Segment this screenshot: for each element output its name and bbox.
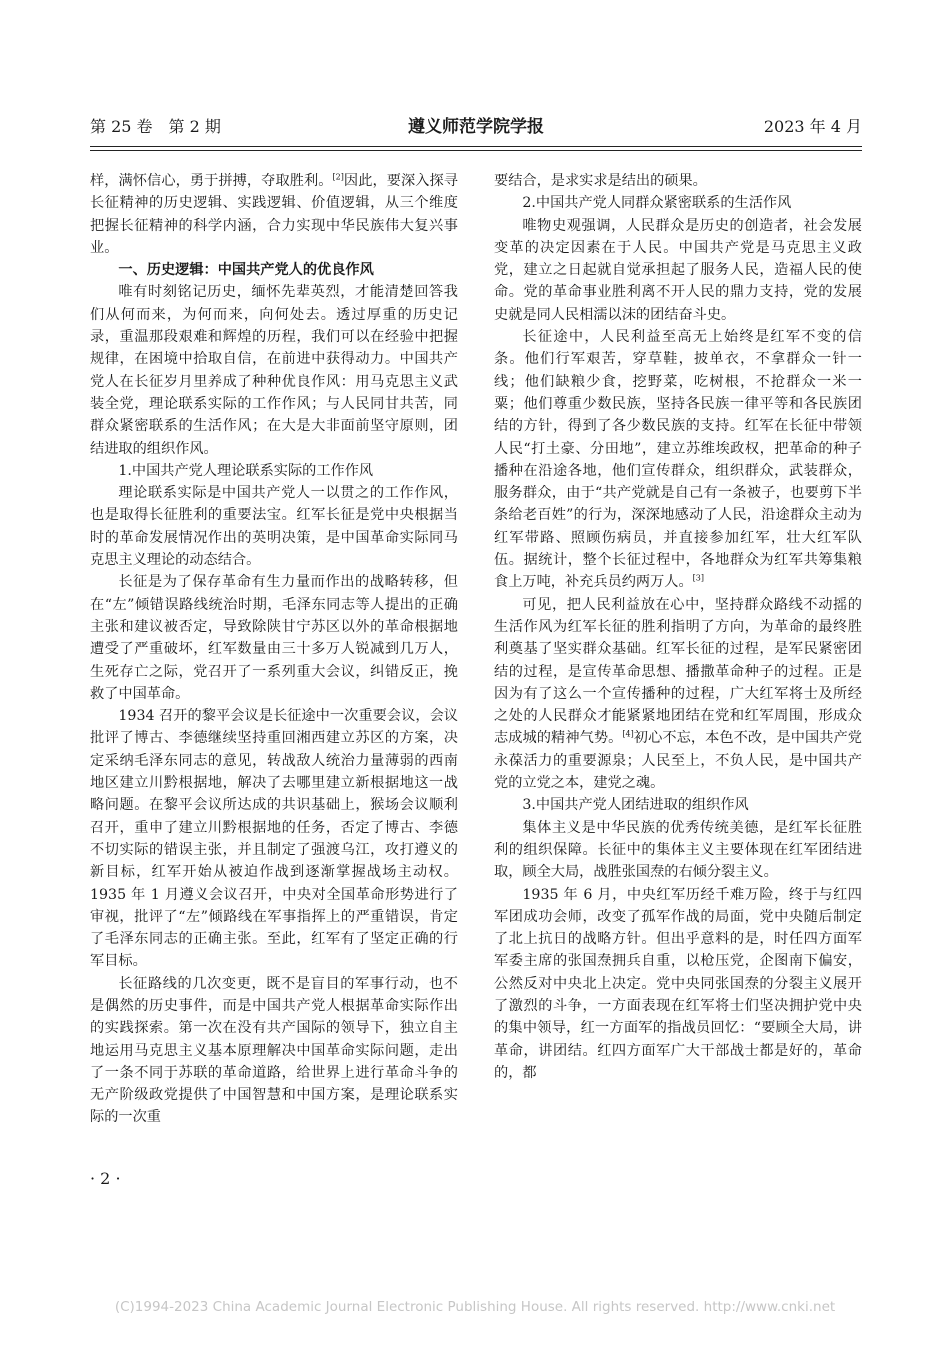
paragraph-text: 一、历史逻辑：中国共产党人的优良作风 [118,262,374,279]
paragraph [494,326,862,594]
paragraph-text: 要结合，是求实求是结出的硕果。 [494,173,707,189]
section-heading [494,192,862,214]
paragraph-text: 3.中国共产党人团结进取的组织作风 [522,797,749,814]
header-rule-bottom [90,150,862,151]
header-rule-top [90,146,862,147]
paragraph-text: 1.中国共产党人理论联系实际的工作作风 [118,462,374,479]
paragraph-text: 理论联系实际是中国共产党人一以贯之的工作作风，也是取得长征胜利的重要法宝。红军长征是党中央根据当时的革命发展情况作出的英明决策，是中国革命实际同马克思主义理论的动态结合。 [90,485,458,569]
citation-ref: [4] [622,729,634,739]
paragraph [90,170,458,259]
paragraph-text: 集体主义是中华民族的优秀传统美德，是红军长征胜利的组织保障。长征中的集体主义主要体现在红军团结进取，顾全大局，战胜张国焘的右倾分裂主义。 [494,819,862,881]
paragraph [494,884,862,1085]
paragraph [90,281,458,459]
paragraph [494,817,862,884]
paragraph [90,973,458,1129]
section-heading [90,259,458,281]
left-column [90,170,458,1129]
paragraph-text-continued: 初心不忘，本色不改，是中国共产党永葆活力的重要源泉；人民至上，不负人民，是中国共产党的立党之本，建党之魂。 [494,730,862,792]
paragraph [494,170,862,192]
header-journal-title: 遵义师范学院学报 [408,117,544,137]
paragraph-text-continued: 因此，要深入探寻长征精神的历史逻辑、实践逻辑、价值逻辑，从三个维度把握长征精神的科学内涵，合力实现中华民族伟大复兴事业。 [90,173,458,256]
copyright-footer: (C)1994-2023 China Academic Journal Electronic Publishing House. All rights reserved. http://www.cnki.net [114,1299,836,1315]
paragraph [90,482,458,571]
paragraph-text: 长征是为了保存革命有生力量而作出的战略转移，但在“左”倾错误路线统治时期，毛泽东同志等人提出的正确主张和建议被否定，导致除陕甘宁苏区以外的革命根据地遭受了严重破坏，红军数量由三十多万人锐减到几万人，生死存亡之际，党召开了一系列重大会议，纠错反正，挽救了中国革命。 [90,574,458,702]
paragraph-text: 1935 年 6 月，中央红军历经千难万险，终于与红四军团成功会师，改变了孤军作战的局面，党中央随后制定了北上抗日的战略方针。但出乎意料的是，时任四方面军军委主席的张国焘拥兵自重，以枪压党，企图南下偏安，公然反对中央北上决定。党中央同张国焘的分裂主义展开了激烈的斗争，一方面表现在红军将士们坚决拥护党中央的集中领导，红一方面军的指战员回忆：“要顾全大局，讲革命，讲团结。红四方面军广大干部战士都是好的，革命的，都 [494,886,862,1081]
header-date: 2023 年 4 月 [763,117,862,136]
paragraph-text: 唯物史观强调，人民群众是历史的创造者，社会发展变革的决定因素在于人民。中国共产党是马克思主义政党，建立之日起就自觉承担起了服务人民，造福人民的使命。党的革命事业胜利离不开人民的鼎力支持，党的发展史就是同人民相濡以沫的团结奋斗史。 [494,217,862,323]
right-column [494,170,862,1084]
page-number: · 2 · [90,1169,121,1188]
paragraph [90,571,458,705]
running-header [90,112,862,142]
section-heading [90,460,458,482]
paragraph [494,215,862,326]
paragraph-text: 1934 召开的黎平会议是长征途中一次重要会议，会议批评了博古、李德继续坚持重回湘西建立苏区的方案，决定采纳毛泽东同志的意见，转战敌人统治力量薄弱的西南地区建立川黔根据地，解决了去哪里建立新根据地这一战略问题。在黎平会议所达成的共识基础上，猴场会议顺利召开，重申了建立川黔根据地的任务，否定了博古、李德不切实际的错误主张，并且制定了强渡乌江，攻打遵义的新目标，红军开始从被迫作战到逐渐掌握战场主动权。1935 年 1 月遵义会议召开，中央对全国革命形势进行了审视，批评了“左”倾路线在军事指挥上的严重错误，肯定了毛泽东同志的正确主张。至此，红军有了坚定正确的行军目标。 [90,708,458,970]
citation-ref: [2] [332,172,344,182]
citation-ref: [3] [692,573,704,583]
paragraph [90,705,458,973]
paragraph-text: 可见，把人民利益放在心中，坚持群众路线不动摇的生活作风为红军长征的胜利指明了方向，为革命的最终胜利奠基了坚实群众基础。红军长征的过程，是军民紧密团结的过程，是宣传革命思想、播撒革命种子的过程。正是因为有了这么一个宣传播种的过程，广大红军将士及所经之处的人民群众才能紧紧地团结在党和红军周围，形成众志成城的精神气势。 [494,596,862,747]
paragraph-text: 长征途中，人民利益至高无上始终是红军不变的信条。他们行军艰苦，穿草鞋，披单衣，不拿群众一针一线；他们缺粮少食，挖野菜，吃树根，不抢群众一米一粟；他们尊重少数民族，坚持各民族一律平等和各民族团结的方针，得到了各少数民族的支持。红军在长征中带领人民“打土豪、分田地”，建立苏维埃政权，把革命的种子播种在沿途各地，他们宣传群众，组织群众，武装群众，服务群众，由于“共产党就是自己有一条被子，也要剪下半条给老百姓”的行为，深深地感动了人民，沿途群众主动为红军带路、照顾伤病员，并直接参加红军，壮大红军队伍。据统计，整个长征过程中，各地群众为红军共筹集粮食上万吨，补充兵员约两万人。 [494,329,862,591]
header-volume: 第 25 卷 第 2 期 [90,117,221,136]
paragraph-text: 唯有时刻铭记历史，缅怀先辈英烈，才能清楚回答我们从何而来，为何而来，向何处去。透过厚重的历史记录，重温那段艰难和辉煌的历程，我们可以在经验中把握规律，在困境中拾取自信，在前进中获得动力。中国共产党人在长征岁月里养成了种种优良作风：用马克思主义武装全党，理论联系实际的工作作风；与人民同甘共苦，同群众紧密联系的生活作风；在大是大非面前坚守原则，团结进取的组织作风。 [90,284,458,457]
paragraph-text: 长征路线的几次变更，既不是盲目的军事行动，也不是偶然的历史事件，而是中国共产党人根据革命实际作出的实践探索。第一次在没有共产国际的领导下，独立自主地运用马克思主义基本原理解决中国革命实际问题，走出了一条不同于苏联的革命道路，给世界上进行革命斗争的无产阶级政党提供了中国智慧和中国方案，是理论联系实际的一次重 [90,975,458,1126]
section-heading [494,794,862,816]
paragraph-text: 样，满怀信心，勇于拼搏，夺取胜利。 [90,173,333,189]
paragraph-text: 2.中国共产党人同群众紧密联系的生活作风 [522,195,792,212]
paragraph [494,594,862,795]
